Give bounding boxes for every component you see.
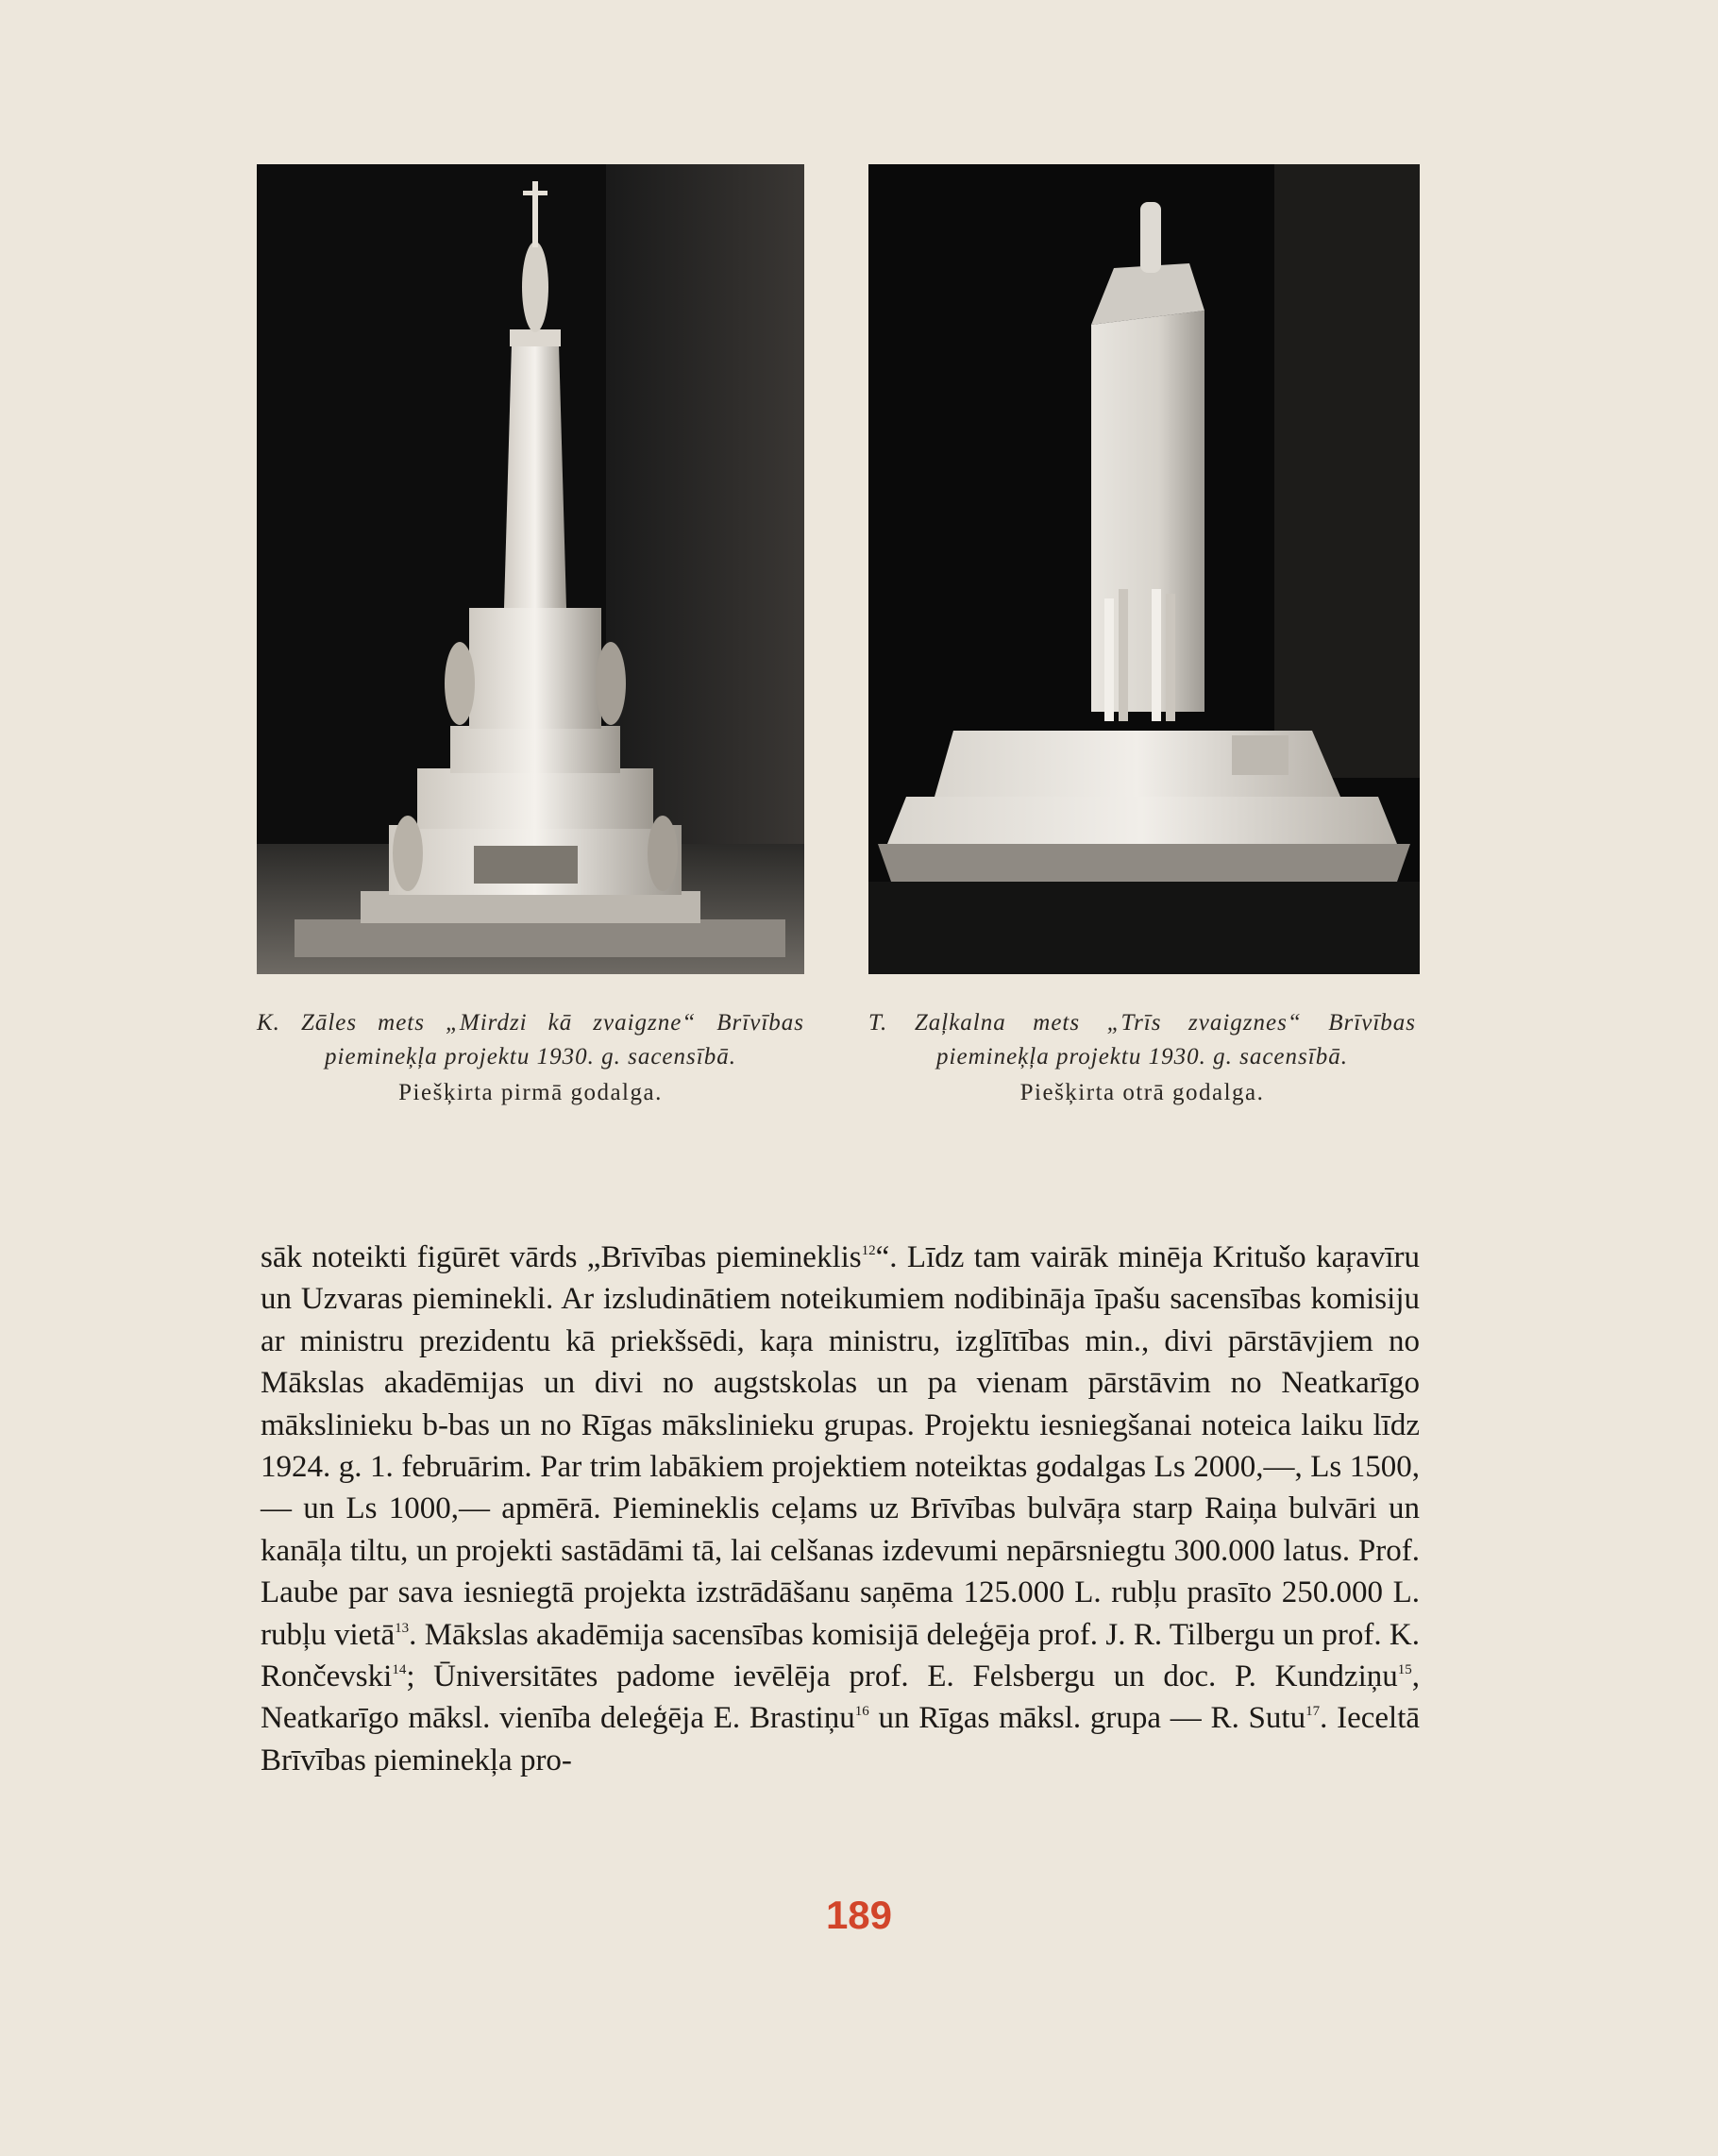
figure-caption-right: [868, 1006, 1416, 1110]
body-text-seg5: , Neatkarīgo māksl. vienība deleģēja E. Brastiņu: [261, 1659, 1420, 1736]
monument-photo-right: [868, 164, 1420, 974]
body-text-seg6: un Rīgas māksl. grupa — R. Sutu: [868, 1701, 1306, 1736]
figure-caption-right-award: Piešķirta otrā godalga.: [1019, 1080, 1265, 1105]
footnote-ref-16[interactable]: 16: [854, 1704, 869, 1720]
footnote-ref-12[interactable]: 12: [861, 1243, 876, 1258]
body-paragraph-text: [261, 1237, 1420, 1781]
body-text-seg7: . Ieceltā Brīvības pieminekļa pro-: [261, 1701, 1421, 1777]
footnote-ref-14[interactable]: 14: [392, 1662, 407, 1678]
body-paragraph: [261, 1237, 1420, 1781]
body-text-seg4: ; Ūniversitātes padome ievēlēja prof. E. Felsbergu un doc. P. Kundziņu: [406, 1659, 1398, 1694]
monument-photo-left: [257, 164, 804, 974]
body-text-seg2: “. Līdz tam vairāk minēja Kritušo kaŗavīru un Uzvaras pieminekli. Ar izsludinātiem noteikumiem nodibināja īpašu sacensības komisiju ar ministru prezidentu kā priekšsēdi, kaŗa ministru, izglītības min., divi pārstāvjiem no Mākslas akadēmijas un divi no augstskolas un pa vienam pārstāvim no Neatkarīgo mākslinieku b-bas un no Rīgas mākslinieku grupas. Projektu iesniegšanai noteica laiku līdz 1924. g. 1. februārim. Par trim labākiem projektiem noteiktas godalgas Ls 2000,—, Ls 1500,— un Ls 1000,— apmērā. Piemineklis ceļams uz Brīvības bulvāŗa starp Raiņa bulvāri un kanāļa tiltu, un projekti sastādāmi tā, lai celšanas izdevumi nepārsniegtu 300.000 latus. Prof. Laube par sava iesniegtā projekta izstrādāšanu saņēma 125.000 L. rubļu prasīto 250.000 L. rubļu vietā: [261, 1240, 1421, 1652]
footnote-ref-15[interactable]: 15: [1397, 1662, 1412, 1678]
page-number: 189: [825, 1893, 893, 1937]
figure-caption-right-title: T. Zaļkalna mets „Trīs zvaigznes“ Brīvības piemineķļa projektu 1930. g. sacensībā.: [868, 1010, 1416, 1070]
figure-caption-left-title: K. Zāles mets „Mirdzi kā zvaigzne“ Brīvības piemineķļa projektu 1930. g. sacensībā.: [257, 1010, 804, 1070]
figure-caption-left: [257, 1006, 804, 1110]
body-text-seg3: . Mākslas akadēmija sacensības komisijā deleģēja prof. J. R. Tilbergu un prof. K. Rončevski: [261, 1617, 1420, 1694]
monument-model-illustration-right: [868, 164, 1420, 974]
figure-caption-left-award: Piešķirta pirmā godalga.: [398, 1080, 663, 1105]
body-text-seg1: sāk noteikti figūrēt vārds „Brīvības piemineklis: [261, 1240, 862, 1274]
monument-model-illustration-left: [257, 164, 804, 974]
footnote-ref-17[interactable]: 17: [1305, 1704, 1321, 1720]
footnote-ref-13[interactable]: 13: [395, 1620, 410, 1636]
